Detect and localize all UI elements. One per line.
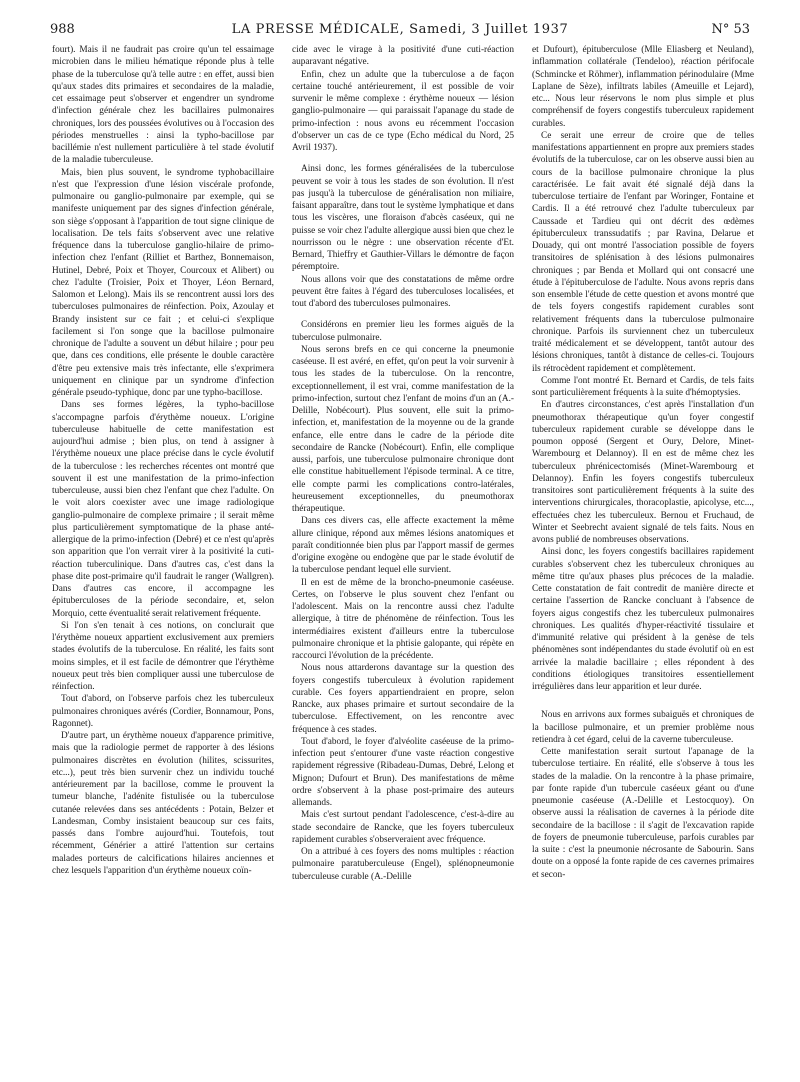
- paragraph: Considérons en premier lieu les formes aiguës de la tuberculose pulmonaire.: [292, 320, 514, 343]
- issue-number: N° 53: [711, 22, 750, 37]
- paragraph: Dans ses formes légères, la typho-bacillose s'accompagne parfois d'érythème noueux. L'origine tuberculeuse habituelle de cette manifestation est aujourd'hui admise ; bien plus, on tend à assigner à l'érythème noueux une place précise dans le cycle évolutif de la tuberculose : les recherches récentes ont montré que souvent il est une manifestation de la primo-infection tuberculeuse, aussi bien chez l'enfant que chez l'adulte. On le voit alors coexister avec une image radiologique ganglio-pulmonaire de complexe primaire ; il serait même plus particulièrement symptomatique de la phase anté-allergique de la primo-infection (Debré) et ce n'est qu'après son apparition que l'on verrait virer à la positivité la cuti-réaction tuberculinique. Dans d'autres cas, c'est dans la phase dite post-primaire qu'il faudrait le ranger (Wallgren). Dans d'autres cas encore, il accompagne les épituberculoses de la période secondaire, et, selon Morquio, cette éventualité serait relativement fréquente.: [52, 400, 274, 619]
- paragraph: Nous allons voir que des constatations de même ordre peuvent être faites à l'égard des tuberculoses localisées, et tout d'abord des tuberculoses pulmonaires.: [292, 274, 514, 309]
- journal-title: LA PRESSE MÉDICALE, Samedi, 3 Juillet 1937: [231, 22, 569, 37]
- paragraph: Ainsi donc, les formes généralisées de la tuberculose peuvent se voir à tous les stades de son évolution. Il n'est pas jusqu'à la tuberculose de généralisation non miliaire, faisant apparaître, dans tout le système lymphatique et dans tous les viscères, une floraison d'abcès caséeux, qui ne puisse se voir chez l'adulte allergique aussi bien que chez le nourrisson ou le nègre : une observation récente d'Et. Bernard, Thieffry et Gauthier-Villars le démontre de façon péremptoire.: [292, 164, 514, 273]
- paragraph: En d'autres circonstances, c'est après l'installation d'un pneumothorax thérapeutique qu'un foyer congestif tuberculeux rapidement curable se développe dans le poumon opposé (Sergent et Oury, Delore, Minet-Warembourg et Delannoy). Il en est de même chez les tuberculeux phrénicectomisés (Minet-Warembourg et Delannoy). Enfin les foyers congestifs tuberculeux transitoires sont particulièrement fréquents à la suite des interventions chirurgicales, thoracoplastie, apicolyse, etc..., effectuées chez les tuberculeux. Bernou et Fruchaud, de Winter et Seebrecht avaient signalé de tels faits. Nous en avons publié de nombreuses observations.: [532, 400, 754, 545]
- paragraph: Nous en arrivons aux formes subaiguës et chroniques de la bacillose pulmonaire, et un premier problème nous retiendra à cet égard, celui de la caverne tuberculeuse.: [532, 710, 754, 745]
- paragraph: D'autre part, un érythème noueux d'apparence primitive, mais que la radiologie permet de rapporter à des lésions pulmonaires discrètes en évolution (hilites, scissurites, etc...), peut très bien survenir chez un individu touché antérieurement par la bacillose, comme le prouvent la tumeur blanche, l'adénite fistulisée ou la tuberculose cutanée relevées dans ses antécédents : Potain, Belzer et Landesman, Comby insistaient beaucoup sur ces faits, passés dans l'ombre aujourd'hui. Toutefois, tout récemment, Générier a attiré l'attention sur certains malades porteurs de calcifications hilaires anciennes et chez lesquels l'apparition d'un érythème noueux coïn-: [52, 731, 274, 876]
- paragraph: Mais c'est surtout pendant l'adolescence, c'est-à-dire au stade secondaire de Rancke, que les foyers tuberculeux rapidement curables s'observeraient avec fréquence.: [292, 810, 514, 845]
- text-column-middle: [286, 44, 514, 1074]
- paragraph: et Dufourt), épituberculose (Mlle Eliasberg et Neuland), inflammation collatérale (Tendeloo), réaction périfocale (Schmincke et Röhmer), inflammation périnodulaire (Mme Laplane de Sèze), infiltrats labiles (Ameuille et Lejard), etc... Nous leur réservons le nom plus simple et plus compréhensif de foyers congestifs tuberculeux rapidement curables.: [532, 45, 754, 129]
- paragraph: Comme l'ont montré Et. Bernard et Cardis, de tels faits sont particulièrement fréquents à la suite d'hémoptysies.: [532, 375, 754, 398]
- paragraph: On a attribué à ces foyers des noms multiples : réaction pulmonaire paratuberculeuse (Engel), splénopneumonie tuberculeuse curable (A.-Delille: [292, 847, 514, 882]
- paragraph: Nous serons brefs en ce qui concerne la pneumonie caséeuse. Il est avéré, en effet, qu'on peut la voir survenir à tous les stades de la tuberculose. On la rencontre, exceptionnellement, il est vrai, comme manifestation de la primo-infection, surtout chez l'enfant de moins d'un an (A.-Delille, Nobécourt). Plus souvent, elle suit la primo-infection, et, manifestation de la moyenne ou de la grande enfance, elle entre dans le cadre de la période dite secondaire de Rancke (Nobécourt). Enfin, elle complique aussi, parfois, une tuberculose pulmonaire chronique dont elle constitue habituellement l'épisode terminal. A ce titre, elle compte parmi les complications contro-latérales, heureusement exceptionnelles, du pneumothorax thérapeutique.: [292, 344, 514, 514]
- paragraph: Ce serait une erreur de croire que de telles manifestations appartiennent en propre aux premiers stades évolutifs de la tuberculose, car on les observe aussi bien au cours de la bacillose pulmonaire chronique la plus caractérisée. Le fait avait été signalé déjà dans la tuberculose tertiaire de l'enfant par Woringer, Fontaine et Cardis. Il a été retrouvé chez l'adulte tuberculeux par Caussade et Tardieu qui ont décrit des œdèmes épituberculeux transsudatifs ; par Ravina, Delarue et Douady, qui ont montré l'association possible de foyers transitoires de splénisation à des lésions pulmonaires chroniques ; par Benda et Mollard qui ont consacré une étude à l'épituberculose de l'adulte. Nous avons repris dans son ensemble l'étude de cette question et avons montré que de tels foyers congestifs rapidement curables sont relativement fréquents dans la tuberculose pulmonaire chronique. Parfois ils surviennent chez un tuberculeux traité médicalement et se développent, tantôt autour des lésions chroniques, tantôt à distance de celles-ci. Toujours ils rétrocèdent rapidement et complètement.: [532, 130, 754, 374]
- text-column-left: [52, 44, 274, 1074]
- paragraph: fourt). Mais il ne faudrait pas croire qu'un tel essaimage microbien dans le milieu hématique réponde plus à telle phase de la tuberculose qu'à telle autre : en effet, aussi bien qu'aux stades dits primaires et secondaires de la maladie, cet essaimage peut s'observer et engendrer un syndrome d'infection générale chez les bacillaires pulmonaires chroniques, lors des poussées évolutives ou à l'occasion des périodes menstruelles : ainsi la typho-bacillose par bacillémie n'est nullement particulière à tel stade évolutif de la maladie tuberculeuse.: [52, 45, 274, 166]
- paragraph: Tout d'abord, le foyer d'alvéolite caséeuse de la primo-infection peut s'entourer d'une vaste réaction congestive rapidement régressive (Ribadeau-Dumas, Debré, Lelong et Mignon; Dufourt et Brun). Des manifestations de même ordre s'observent à la phase post-primaire des auteurs allemands.: [292, 736, 514, 808]
- paragraph: Dans ces divers cas, elle affecte exactement la même allure clinique, répond aux mêmes lésions anatomiques et paraît conditionnée bien plus par l'apport massif de germes d'origine exogène ou endogène que par le stade évolutif de la tuberculose pendant lequel elle survient.: [292, 516, 514, 576]
- page-header: [50, 22, 750, 42]
- paragraph: Si l'on s'en tenait à ces notions, on conclurait que l'érythème noueux appartient exclusivement aux premiers stades évolutifs de la tuberculose. En réalité, les faits sont moins simples, et il est facile de démontrer que l'érythème noueux peut très bien compliquer aussi une tuberculose de réinfection.: [52, 620, 274, 692]
- paragraph: Cette manifestation serait surtout l'apanage de la tuberculose tertiaire. En réalité, elle s'observe à tous les stades de la maladie. On la rencontre à la phase primaire, par fonte rapide d'un tubercule caséeux géant ou d'une pneumonie caséeuse (A.-Delille et Lestocquoy). On observe aussi la réalisation de cavernes à la période dite secondaire de la bacillose : il s'agit de l'excavation rapide de foyers de pneumonie tuberculeuse, parfois curables par la suite : c'est la pneumonie nécrosante de Sabourin. Sans doute on a opposé la fonte rapide de ces cavernes primaires et secon-: [532, 747, 754, 880]
- paragraph: cide avec le virage à la positivité d'une cuti-réaction auparavant négative.: [292, 45, 514, 68]
- article-body: [52, 44, 754, 1074]
- paragraph: Enfin, chez un adulte que la tuberculose a de façon certaine touché antérieurement, il est possible de voir survenir le même complexe : érythème noueux — lésion ganglio-pulmonaire — qui paraissait l'apanage du stade de primo-infection : nous avons eu récemment l'occasion d'observer un cas de ce type (Echo médical du Nord, 25 Avril 1937).: [292, 69, 514, 153]
- paragraph: Nous nous attarderons davantage sur la question des foyers congestifs tuberculeux à évolution rapidement curable. Ces foyers appartiendraient en propre, selon Rancke, aux phases primaire et surtout secondaire de la tuberculose. Effectivement, on les rencontre avec fréquence à ces stades.: [292, 663, 514, 735]
- paragraph: Ainsi donc, les foyers congestifs bacillaires rapidement curables s'observent chez les tuberculeux chroniques au même titre qu'aux phases plus précoces de la maladie. Cette constatation de fait contredit de manière directe et certaine l'assertion de Rancke concluant à l'absence de foyers aigus congestifs chez les tuberculeux pulmonaires chroniques. Les qualités d'hyper-réactivité tissulaire et d'immunité relative qui président à la genèse de tels phénomènes sont indépendantes du stade évolutif où en est arrivée la maladie bacillaire ; elles répondent à des conditions étiologiques transitoires essentiellement irrégulières dans leur apparition et leur durée.: [532, 547, 754, 692]
- paragraph: Tout d'abord, on l'observe parfois chez les tuberculeux pulmonaires chroniques avérés (Cordier, Bonnamour, Pons, Ragonnet).: [52, 694, 274, 729]
- page-number: 988: [50, 22, 75, 37]
- text-column-right: [526, 44, 754, 1074]
- paragraph: Mais, bien plus souvent, le syndrome typhobacillaire n'est que l'expression d'une lésion viscérale profonde, pulmonaire ou ganglio-pulmonaire par exemple, qui se manifeste uniquement par des signes d'infection générale, son siège s'opposant à l'apparition de tout signe clinique de localisation. De tels faits s'observent avec une relative fréquence dans la tuberculose ganglio-hilaire de primo-infection chez l'enfant (Rilliet et Barthez, Bonnemaison, Hutinel, Debré, Poix et Thoyer, Courcoux et Alibert) ou chez l'adulte (Troisier, Poix et Thoyer, Léon Bernard, Salomon et Lelong). Mais ils se rencontrent aussi lors des tuberculoses pulmonaires de réinfection. Poix, Azoulay et Brandy insistent sur ce fait ; et celui-ci s'explique facilement si l'on songe que la bacillose pulmonaire chronique de l'adulte a souvent un début hilaire ; pour peu que, dans ces conditions, elle présente le double caractère d'être peu extensive mais très infectante, elle s'exprimera uniquement en clinique par un syndrome d'infection générale pseudo-typhique, donc par une typho-bacillose.: [52, 167, 274, 398]
- paragraph: Il en est de même de la broncho-pneumonie caséeuse. Certes, on l'observe le plus souvent chez l'enfant ou l'adolescent. Mais on la rencontre aussi chez l'adulte allergique, à titre de phénomène de réinfection. Tous les intermédiaires existent d'ailleurs entre la tuberculose pulmonaire chronique et la phtisie galopante, qui répète en raccourci l'évolution de la précédente.: [292, 577, 514, 661]
